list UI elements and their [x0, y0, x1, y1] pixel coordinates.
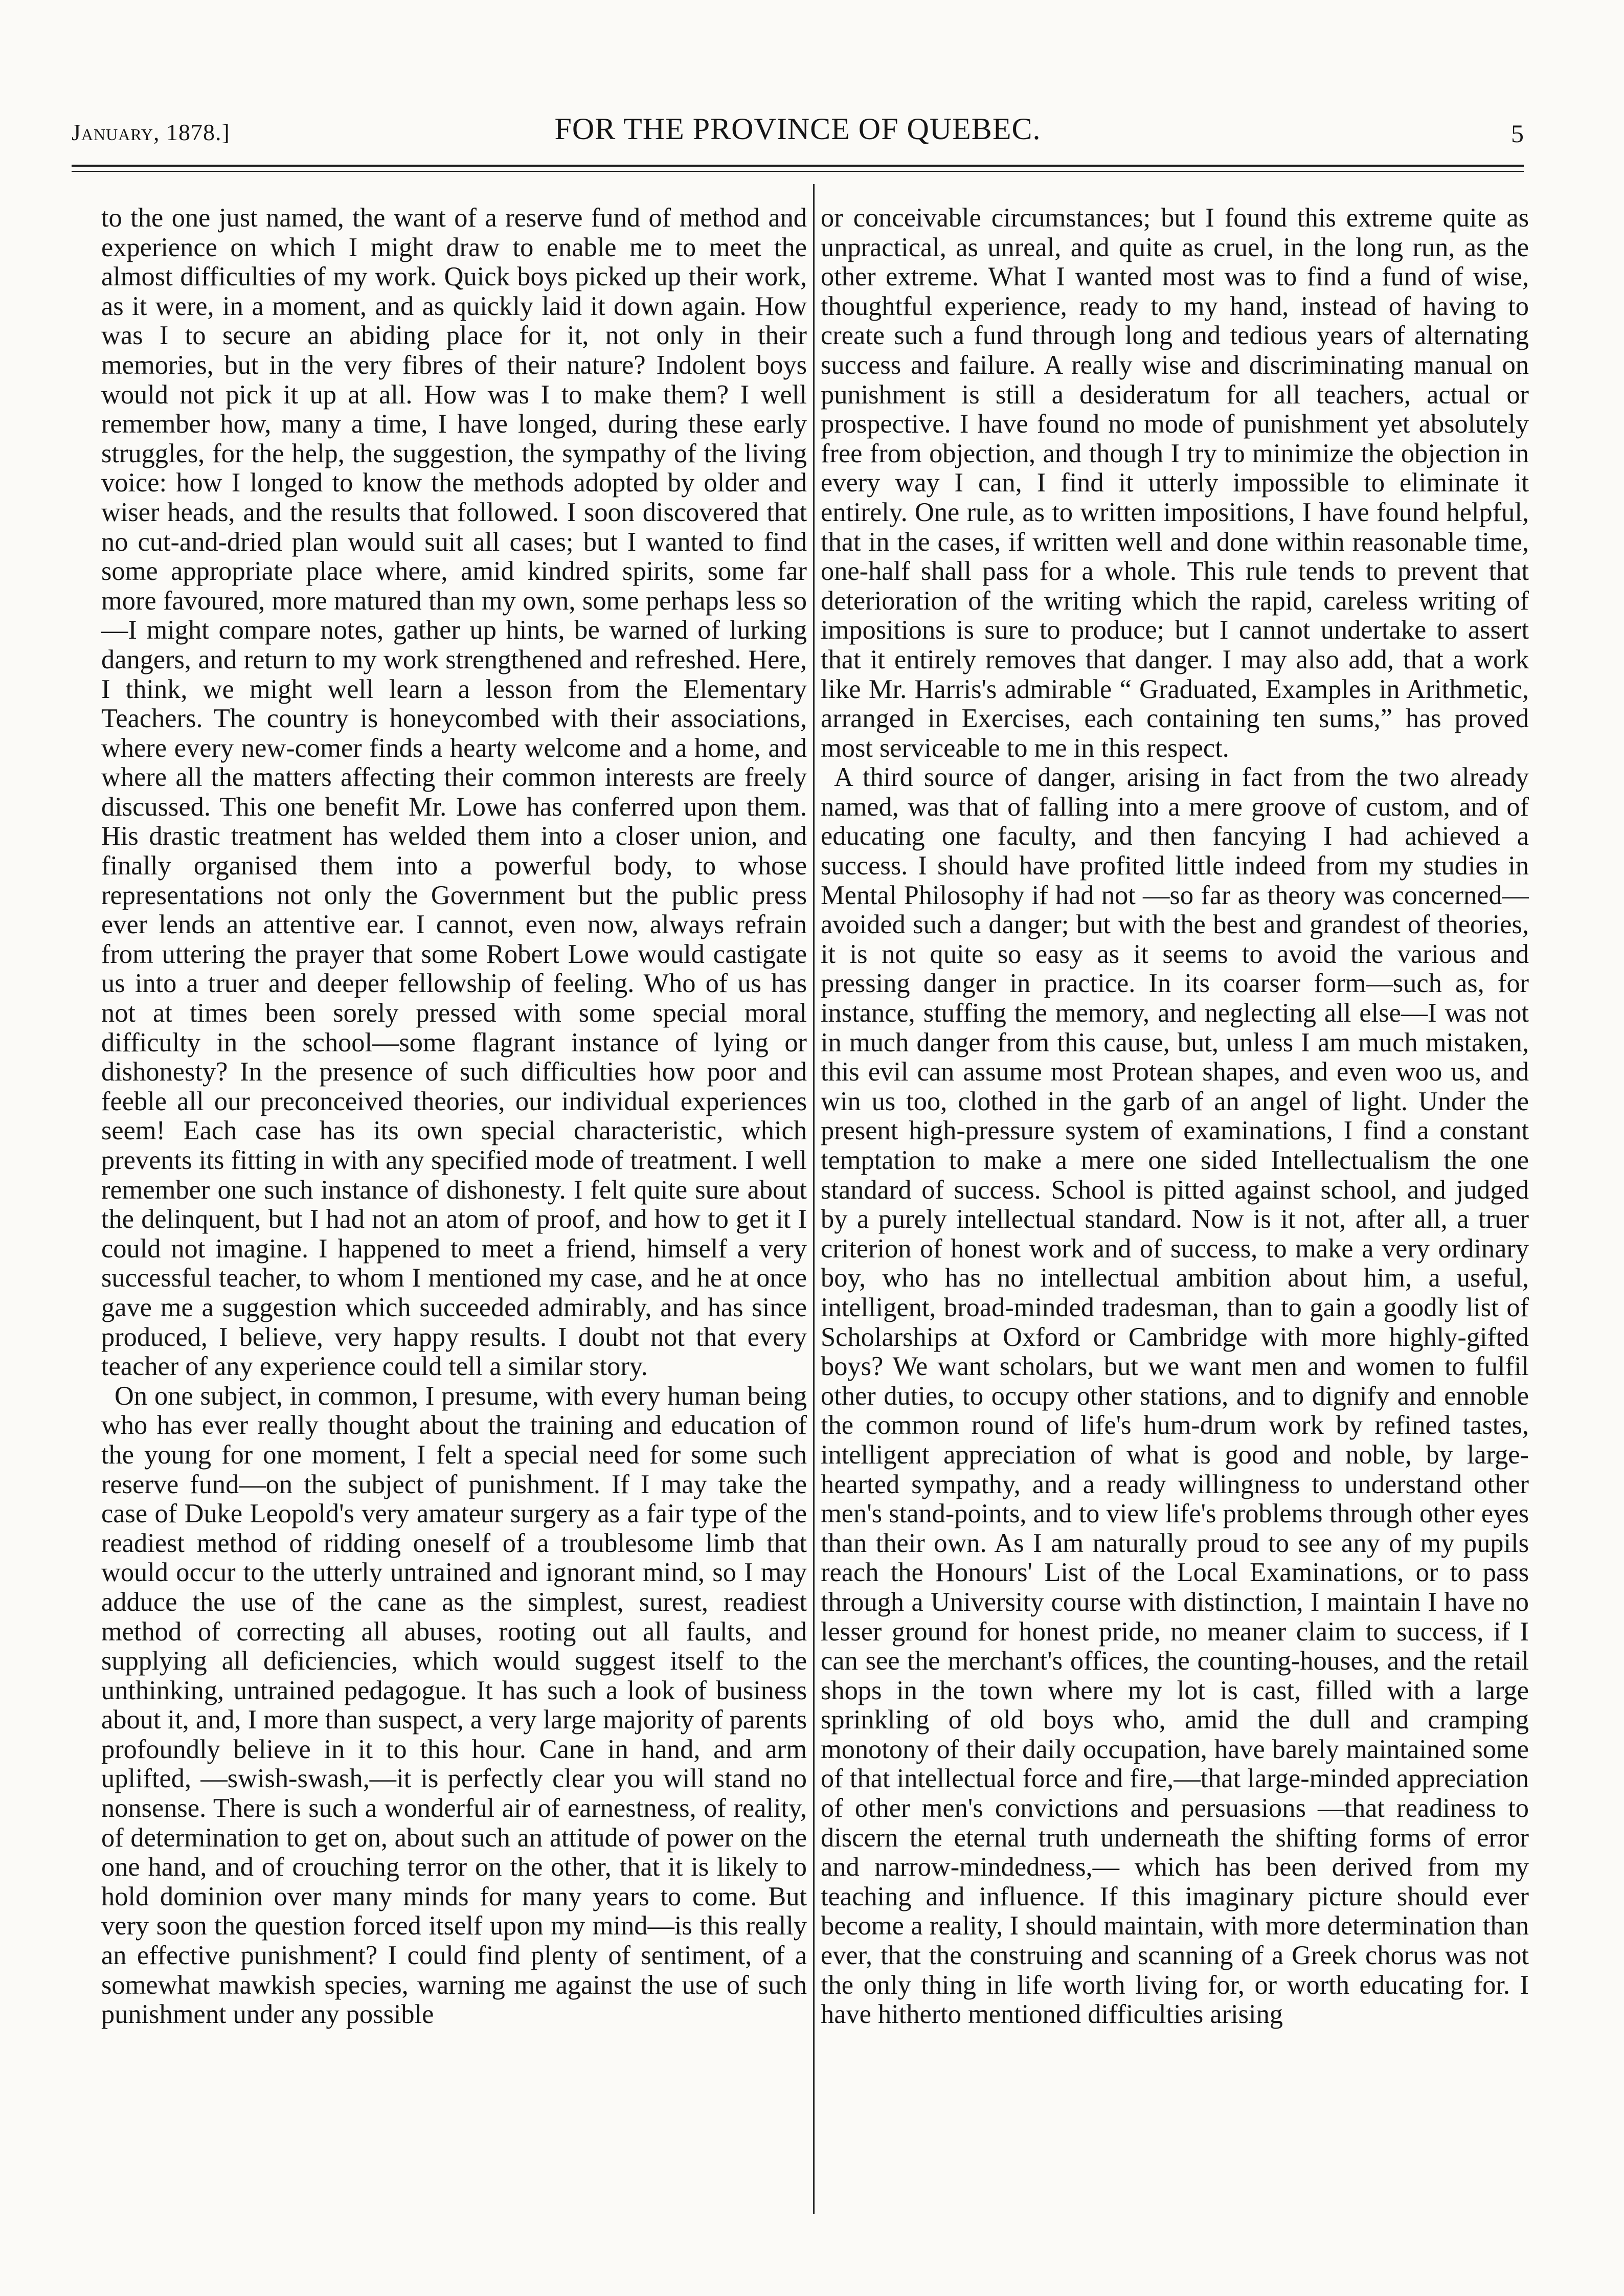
right-paragraph-1: or conceivable circumstances; but I found this extreme quite as unpractical, as unreal, and quite as cruel, in the long run, as the other extreme. What I wanted most was to find a fund of wise, thoughtful experience, ready to my hand, instead of having to create such a fund through long and tedious years of alternating success and failure. A really wise and discriminating manual on punishment is still a desideratum for all teachers, actual or prospective. I have found no mode of punishment yet absolutely free from objection, and though I try to minimize the objection in every way I can, I find it utterly impossible to eliminate it entirely. One rule, as to written impositions, I have found helpful, that in the cases, if written well and done within reasonable time, one-half shall pass for a whole. This rule tends to prevent that deterioration of the writing which the rapid, careless writing of impositions is sure to produce; but I cannot undertake to assert that it entirely removes that danger. I may also add, that a work like Mr. Harris's admirable “ Graduated, Examples in Arithmetic, arranged in Exercises, each containing ten sums,” has proved most serviceable to me in this respect. — [821, 204, 1529, 763]
running-header — [72, 111, 1524, 157]
left-paragraph-2: On one subject, in common, I presume, with every human being who has ever really thought about the training and education of the young for one moment, I felt a special need for some such reserve fund—on the subject of punishment. If I may take the case of Duke Leopold's very amateur surgery as a fair type of the readiest method of ridding oneself of a troublesome limb that would occur to the utterly untrained and ignorant mind, so I may adduce the use of the cane as the simplest, surest, readiest method of correcting all abuses, rooting out all faults, and supplying all deficiencies, which would suggest itself to the unthinking, untrained pedagogue. It has such a look of business about it, and, I more than suspect, a very large majority of parents profoundly believe in it to this hour. Cane in hand, and arm uplifted, —swish-swash,—it is perfectly clear you will stand no nonsense. There is such a wonderful air of earnestness, of reality, of determination to get on, about such an attitude of power on the one hand, and of crouching terror on the other, that it is likely to hold dominion over many minds for many years to come. But very soon the question forced itself upon my mind—is this really an effective punishment? I could find plenty of sentiment, of a somewhat mawkish species, warning me against the use of such punishment under any possible — [101, 1381, 807, 2030]
right-paragraph-2: A third source of danger, arising in fact from the two already named, was that of falling into a mere groove of custom, and of educating one faculty, and then fancying I had achieved a success. I should have profited little indeed from my studies in Mental Philosophy if had not —so far as theory was concerned—avoided such a danger; but with the best and grandest of theories, it is not quite so easy as it seems to avoid the various and pressing danger in practice. In its coarser form—such as, for instance, stuffing the memory, and neglecting all else—I was not in much danger from this cause, but, unless I am much mistaken, this evil can assume most Protean shapes, and even woo us, and win us too, clothed in the garb of an angel of light. Under the present high-pressure system of examinations, I find a constant temptation to make a mere one sided Intellectualism the one standard of success. School is pitted against school, and judged by a purely intellectual standard. Now is it not, after all, a truer criterion of honest work and of success, to make a very ordinary boy, who has no intellectual ambition about him, a useful, intelligent, broad-minded tradesman, than to gain a goodly list of Scholarships at Oxford or Cambridge with more highly-gifted boys? We want scholars, but we want men and women to fulfil other duties, to occupy other stations, and to dignify and ennoble the common round of life's hum-drum work by refined tastes, intelligent appreciation of what is good and noble, by large-hearted sympathy, and a ready willingness to understand other men's stand-points, and to view life's problems through other eyes than their own. As I am naturally proud to see any of my pupils reach the Honours' List of the Local Examinations, or to pass through a University course with distinction, I maintain I have no lesser ground for honest pride, no meaner claim to success, if I can see the merchant's offices, the counting-houses, and the retail shops in the town where my lot is cast, filled with a large sprinkling of old boys who, amid the dull and cramping monotony of their daily occupation, have barely maintained some of that intellectual force and fire,—that large-minded appreciation of other men's convictions and persuasions —that readiness to discern the eternal truth underneath the shifting forms of error and narrow-mindedness,— which has been derived from my teaching and influence. If this imaginary picture should ever become a reality, I should maintain, with more determination than ever, that the construing and scanning of a Greek chorus was not the only thing in life worth living for, or worth educating for. I have hitherto mentioned difficulties arising — [821, 762, 1529, 2030]
right-column — [821, 204, 1529, 2213]
header-date: January, 1878.] — [72, 119, 230, 145]
header-rule-thick — [72, 165, 1524, 167]
page-number: 5 — [1511, 119, 1524, 148]
header-title: FOR THE PROVINCE OF QUEBEC. — [554, 112, 1041, 146]
left-column — [101, 204, 807, 2213]
left-paragraph-1: to the one just named, the want of a reserve fund of method and experience on which I might draw to enable me to meet the almost difficulties of my work. Quick boys picked up their work, as it were, in a moment, and as quickly laid it down again. How was I to secure an abiding place for it, not only in their memories, but in the very fibres of their nature? Indolent boys would not pick it up at all. How was I to make them? I well remember how, many a time, I have longed, during these early struggles, for the help, the suggestion, the sympathy of the living voice: how I longed to know the methods adopted by older and wiser heads, and the results that followed. I soon discovered that no cut-and-dried plan would suit all cases; but I wanted to find some appropriate place where, amid kindred spirits, some far more favoured, more matured than my own, some perhaps less so—I might compare notes, gather up hints, be warned of lurking dangers, and return to my work strengthened and refreshed. Here, I think, we might well learn a lesson from the Elementary Teachers. The country is honeycombed with their associations, where every new-comer finds a hearty welcome and a home, and where all the matters affecting their common interests are freely discussed. This one benefit Mr. Lowe has conferred upon them. His drastic treatment has welded them into a closer union, and finally organised them into a powerful body, to whose representations not only the Government but the public press ever lends an attentive ear. I cannot, even now, always refrain from uttering the prayer that some Robert Lowe would castigate us into a truer and deeper fellowship of feeling. Who of us has not at times been sorely pressed with some special moral difficulty in the school—some flagrant instance of lying or dishonesty? In the presence of such difficulties how poor and feeble all our preconceived theories, our individual experiences seem! Each case has its own special characteristic, which prevents its fitting in with any specified mode of treatment. I well remember one such instance of dishonesty. I felt quite sure about the delinquent, but I had not an atom of proof, and how to get it I could not imagine. I happened to meet a friend, himself a very successful teacher, to whom I mentioned my case, and he at once gave me a suggestion which succeeded admirably, and has since produced, I believe, very happy results. I doubt not that every teacher of any experience could tell a similar story. — [101, 204, 807, 1382]
header-rule-thin — [72, 171, 1524, 172]
column-divider — [813, 184, 815, 2214]
